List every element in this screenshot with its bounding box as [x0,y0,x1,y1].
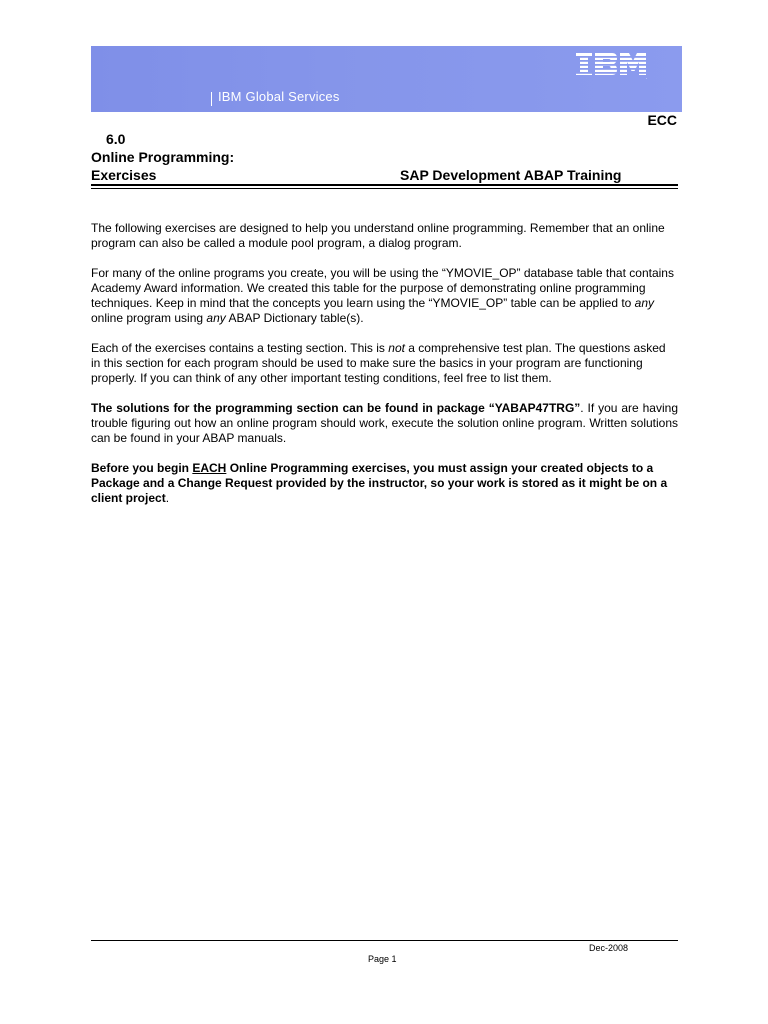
svg-text:.: . [646,75,648,81]
package-text-1: Before you begin [91,461,193,475]
testing-paragraph [91,341,678,386]
intro-paragraph: The following exercises are designed to help you understand online programming. Remember that an online program can also be called a module pool program, a dialog program. [91,221,665,250]
document-title-line2: Exercises [91,167,157,183]
banner-service-name: IBM Global Services [218,89,340,104]
solutions-text: . If you are having trouble figuring out how an online program should work, execute the solution online program. Written solutions can be found in your ABAP manuals. [91,401,678,445]
solutions-bold-text: The solutions for the programming section can be found in package “YABAP47TRG” [91,401,581,415]
document-title-line1: Online Programming: [91,149,235,165]
document-body [91,221,678,521]
footer-rule [91,940,678,941]
ibm-logo [576,53,648,86]
course-title: SAP Development ABAP Training [400,167,622,183]
header-rule-thick [91,184,678,186]
ymovie-emphasis-1: any [634,296,655,310]
page-number: Page 1 [368,954,397,964]
ymovie-text-1: For many of the online programs you create, you will be using the “YMOVIE_OP” database table that contains Academy Award information. We created this table for the purpose of demonstrating online programming techniques. Keep in mind that the concepts you learn using the “YMOVIE_OP” table can be applied to [91,266,674,310]
package-text-end: . [165,491,170,505]
version-label: 6.0 [106,131,126,147]
ymovie-emphasis-2: any [206,311,226,325]
package-underlined-word: EACH [192,461,227,475]
header-banner [91,46,682,112]
testing-text-1: Each of the exercises contains a testing section. This is [91,341,389,355]
package-text-2: Online Programming exercises, you must assign your created objects to a Package and a Change Request provided by the instructor, so your work is stored as it might be on a client project [91,461,668,505]
header-rule-thin [91,188,678,189]
testing-emphasis: not [388,341,405,355]
banner-divider [211,92,212,106]
package-instruction-paragraph [91,461,678,506]
ymovie-text-3: ABAP Dictionary table(s). [225,311,364,325]
product-label: ECC [647,112,677,128]
footer-date: Dec-2008 [589,943,629,953]
ymovie-text-2: online program using [91,311,207,325]
ymovie-paragraph [91,266,678,326]
solutions-paragraph [91,401,678,446]
testing-text-2: a comprehensive test plan. The questions asked in this section for each program should be used to make sure the basics in your program are functioning properly. If you can think of any other important testing conditions, feel free to list them. [91,341,666,385]
